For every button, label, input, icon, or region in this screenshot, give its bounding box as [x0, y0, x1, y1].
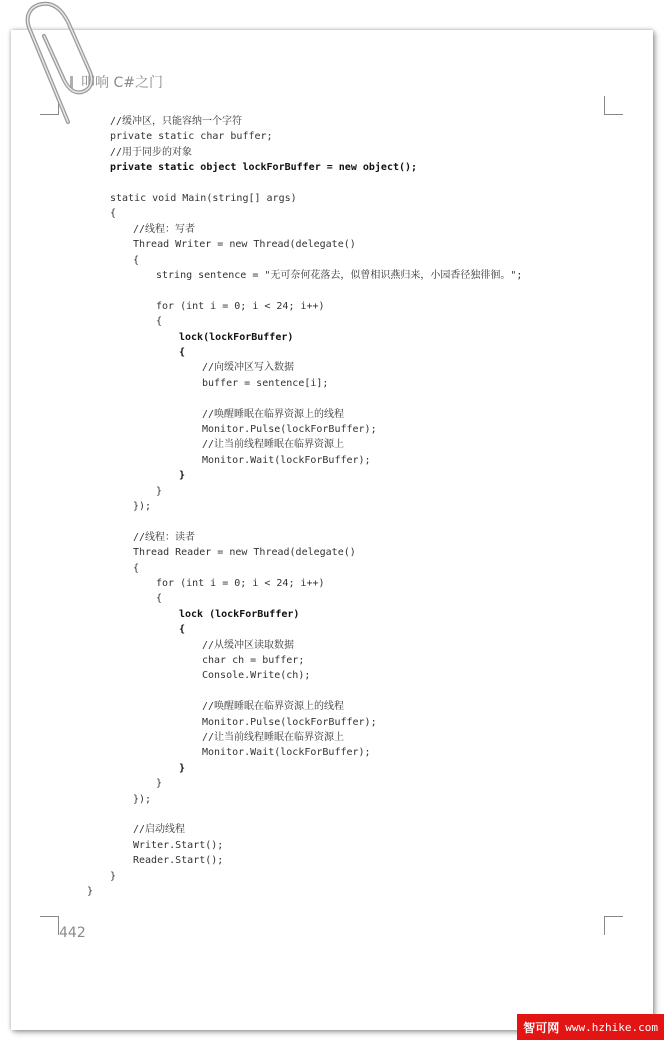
code-line: { — [156, 316, 163, 328]
code-line: //唤醒睡眠在临界资源上的线程 — [202, 408, 345, 420]
crop-mark-top-right — [604, 96, 623, 115]
code-line: { — [156, 593, 163, 605]
code-line: } — [179, 762, 186, 774]
code-line: Monitor.Pulse(lockForBuffer); — [202, 716, 377, 728]
code-line: }); — [133, 793, 152, 805]
code-line: //用于同步的对象 — [110, 146, 193, 158]
crop-mark-bottom-left — [40, 916, 59, 935]
code-line: Monitor.Wait(lockForBuffer); — [202, 747, 371, 759]
code-line: private static object lockForBuffer = new object(); — [110, 162, 418, 174]
watermark-name: 智可网 — [523, 1020, 560, 1035]
code-line: Console.Write(ch); — [202, 670, 311, 682]
page-number: 442 — [59, 925, 86, 941]
code-line: for (int i = 0; i < 24; i++) — [156, 578, 325, 589]
code-line: Thread Reader = new Thread(delegate() — [133, 547, 356, 559]
code-line: //让当前线程睡眠在临界资源上 — [202, 732, 345, 743]
code-line: Thread Writer = new Thread(delegate() — [133, 239, 356, 251]
code-line: //缓冲区，只能容纳一个字符 — [110, 116, 243, 127]
paperclip-icon — [18, 0, 98, 130]
code-line: lock(lockForBuffer) — [179, 331, 294, 343]
code-line: Monitor.Wait(lockForBuffer); — [202, 454, 371, 466]
code-line: } — [179, 470, 186, 482]
code-line: //让当前线程睡眠在临界资源上 — [202, 439, 345, 451]
header-title: 叩响 C#之门 — [81, 75, 163, 91]
code-line: string sentence = "无可奈何花落去，似曾相识燕归来，小园香径独徘徊。"; — [156, 270, 523, 281]
crop-mark-bottom-right — [604, 916, 623, 935]
code-line: for (int i = 0; i < 24; i++) — [156, 300, 325, 312]
code-line: private static char buffer; — [110, 131, 273, 143]
site-watermark — [517, 1014, 664, 1040]
code-line: } — [156, 778, 163, 790]
code-line: //唤醒睡眠在临界资源上的线程 — [202, 701, 345, 713]
code-line: static void Main(string[] args) — [110, 193, 297, 204]
code-line: Monitor.Pulse(lockForBuffer); — [202, 424, 377, 435]
code-line: Writer.Start(); — [133, 839, 224, 851]
code-line: //启动线程 — [133, 824, 186, 836]
code-line: Reader.Start(); — [133, 855, 224, 867]
code-line: } — [87, 886, 94, 897]
code-line: { — [110, 208, 117, 220]
code-line: }); — [133, 501, 152, 512]
book-page — [11, 30, 653, 1030]
code-line: //向缓冲区写入数据 — [202, 362, 295, 374]
code-line: //从缓冲区读取数据 — [202, 639, 295, 651]
code-line: } — [156, 485, 163, 497]
code-line: char ch = buffer; — [202, 655, 305, 666]
code-line: { — [133, 562, 140, 574]
code-line: { — [179, 347, 186, 358]
code-line: //线程：写者 — [133, 223, 196, 235]
code-line: //线程：读者 — [133, 531, 196, 543]
watermark-url: www.hzhike.com — [565, 1020, 658, 1034]
code-line: { — [133, 254, 140, 266]
code-line: lock (lockForBuffer) — [179, 608, 300, 620]
code-line: { — [179, 624, 186, 636]
code-line: } — [110, 870, 117, 882]
code-line: buffer = sentence[i]; — [202, 377, 329, 389]
